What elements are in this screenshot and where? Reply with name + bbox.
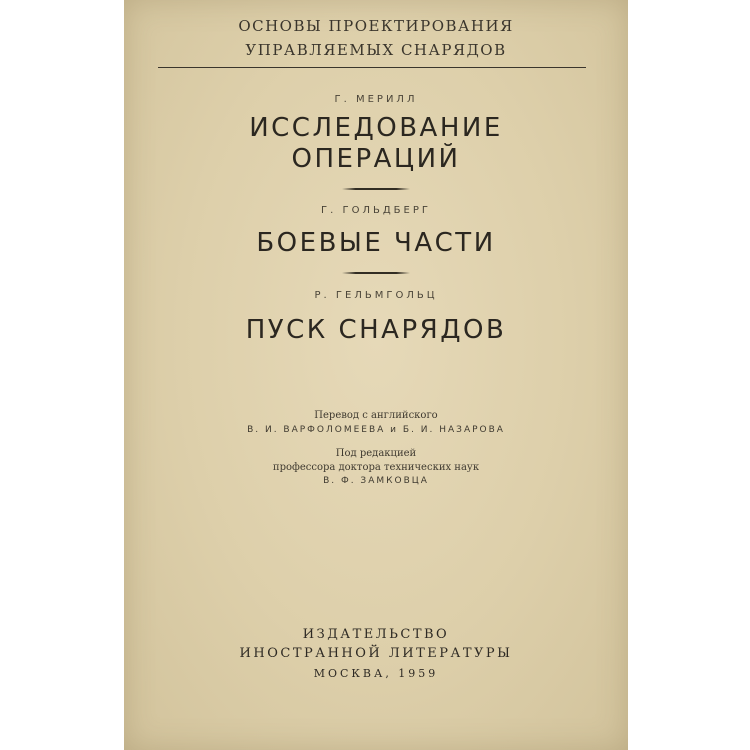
section-divider-1 — [342, 188, 410, 190]
editor-credentials: профессора доктора технических наук — [272, 462, 480, 473]
book-title-warheads: БОЕВЫЕ ЧАСТИ — [256, 228, 496, 258]
editor-name: В. Ф. ЗАМКОВЦА — [323, 476, 429, 486]
author-helmholtz: Р. ГЕЛЬМГОЛЬЦ — [314, 290, 438, 301]
publication-city-year: МОСКВА, 1959 — [313, 667, 439, 680]
editor-note: Под редакцией — [335, 448, 417, 459]
translators: В. И. ВАРФОЛОМЕЕВА и Б. И. НАЗАРОВА — [247, 425, 505, 435]
series-title-line-2: УПРАВЛЯЕМЫХ СНАРЯДОВ — [245, 41, 507, 59]
title-page — [124, 0, 628, 750]
publisher-line-1: ИЗДАТЕЛЬСТВО — [302, 627, 450, 642]
publisher-line-2: ИНОСТРАННОЙ ЛИТЕРАТУРЫ — [239, 646, 513, 661]
book-title-operations-research-line-1: ИССЛЕДОВАНИЕ — [249, 113, 503, 143]
section-divider-2 — [342, 272, 410, 274]
translation-note: Перевод с английского — [314, 410, 438, 421]
author-goldberg: Г. ГОЛЬДБЕРГ — [321, 205, 431, 216]
series-title-line-1: ОСНОВЫ ПРОЕКТИРОВАНИЯ — [238, 17, 514, 35]
book-title-missile-launch: ПУСК СНАРЯДОВ — [245, 315, 507, 345]
book-title-operations-research-line-2: ОПЕРАЦИЙ — [291, 144, 461, 174]
author-merill: Г. МЕРИЛЛ — [334, 94, 418, 105]
series-divider — [158, 67, 586, 68]
